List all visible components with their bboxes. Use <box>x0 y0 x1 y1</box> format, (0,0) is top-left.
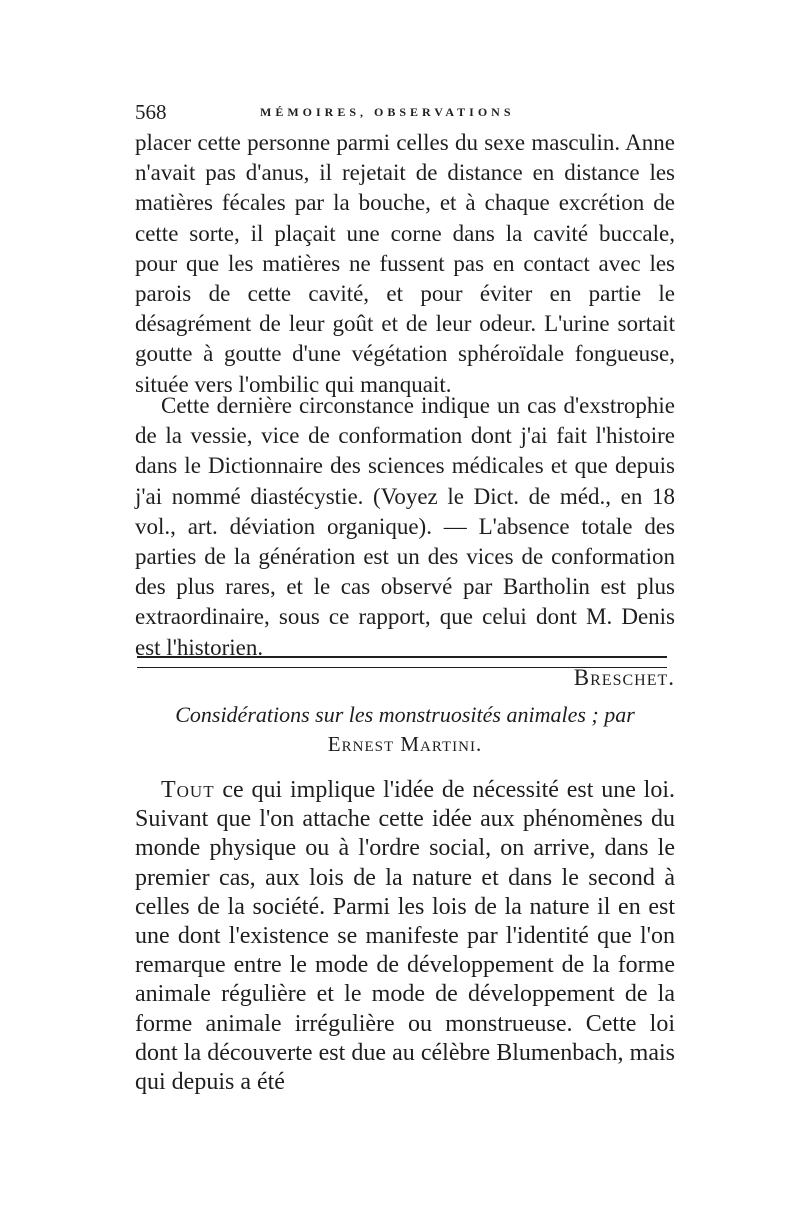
paragraph-2-text: Cette dernière circonstance indique un cas d'exstrophie de la vessie, vice de conformation dont j'ai fait l'histoire dans le Dictionnaire des sciences médicales et que depuis j'ai nommé diastécystie. (Voyez le Dict. de méd., en 18 vol., art. déviation organique). — L'absence totale des parties de la génération est un des vices de conformation des plus rares, et le cas observé par Bartholin est plus extraordinaire, sous ce rapport, que celui dont M. Denis est l'historien. <box>135 393 675 660</box>
article-author: Ernest Martini. <box>327 732 483 756</box>
article-body-content: ce qui implique l'idée de nécessité est une loi. Suivant que l'on attache cette idée aux phénomènes du monde physique ou à l'ordre social, on arrive, dans le premier cas, aux lois de la nature et dans le second à celles de la société. Parmi les lois de la nature il en est une dont l'existence se manifeste par l'identité que l'on remarque entre le mode de développement de la forme animale régulière et le mode de développement de la forme animale irrégulière ou monstrueuse. Cette loi dont la découverte est due au célèbre Blumenbach, mais qui depuis a été <box>135 777 675 1096</box>
book-page <box>135 0 675 1215</box>
running-title: MÉMOIRES, OBSERVATIONS <box>260 105 515 119</box>
page-number: 568 <box>135 100 167 124</box>
article-body-text <box>135 776 675 1097</box>
running-header <box>135 100 675 126</box>
article-body <box>135 776 675 1097</box>
paragraph-continuation <box>135 128 675 400</box>
author-signature: Breschet. <box>573 664 675 690</box>
article-title: Considérations sur les monstruosités animales ; par <box>175 702 635 727</box>
section-divider <box>137 656 667 668</box>
lead-word: Tout <box>161 777 215 803</box>
paragraph-commentary <box>135 391 675 693</box>
paragraph-1-text: placer cette personne parmi celles du sexe masculin. Anne n'avait pas d'anus, il rejetait de distance en distance les matières fécales par la bouche, et à chaque excrétion de cette sorte, il plaçait une corne dans la cavité buccale, pour que les matières ne fussent pas en contact avec les parois de cette cavité, et pour éviter en partie le désagrément de leur goût et de leur odeur. L'urine sortait goutte à goutte d'une végétation sphéroïdale fongueuse, située vers l'ombilic qui manquait. <box>135 130 675 397</box>
